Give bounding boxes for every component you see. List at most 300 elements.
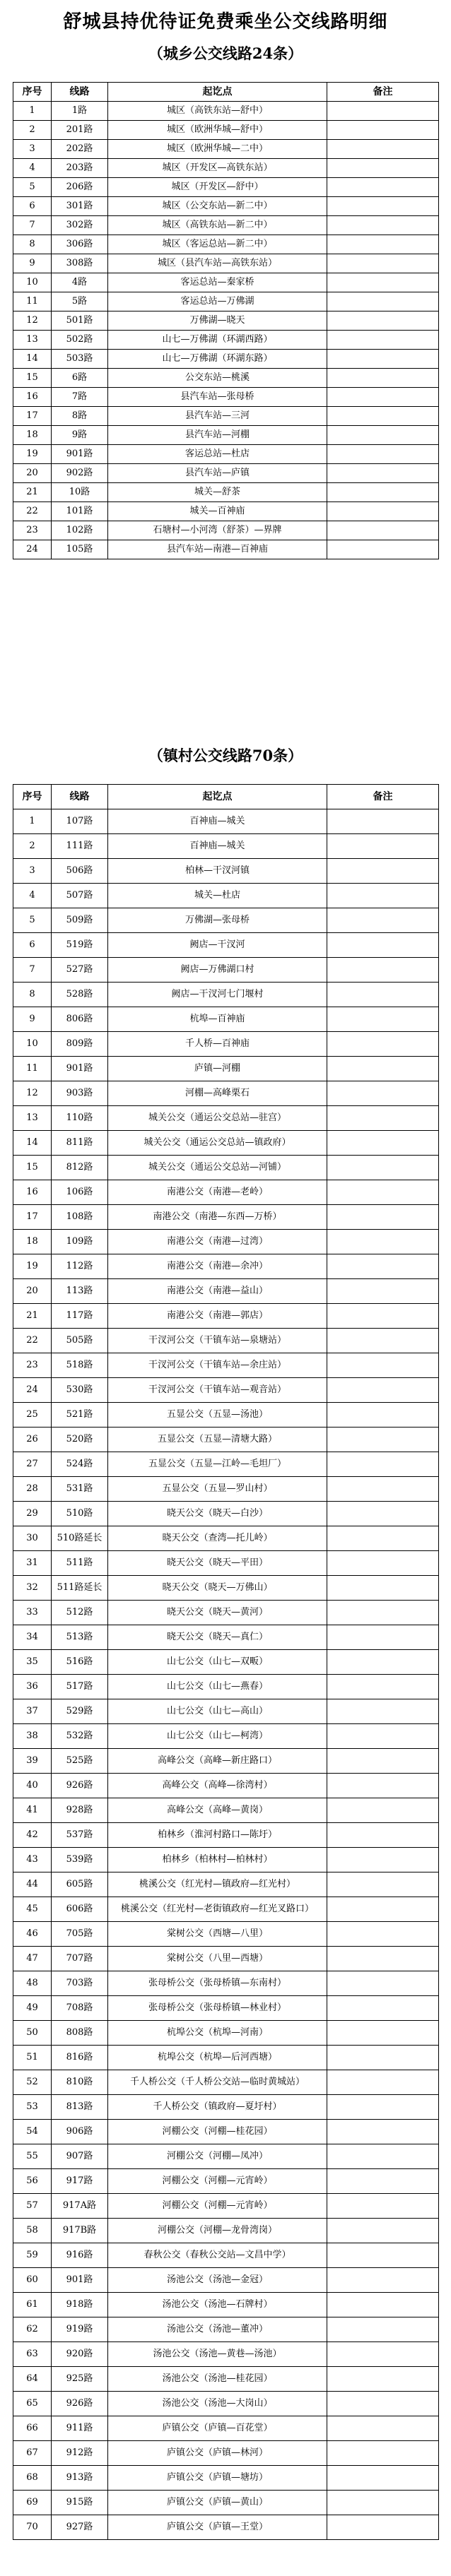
- table-row: [13, 809, 439, 834]
- table-row: [13, 254, 439, 273]
- row-route: 山七公交（山七—双畈）: [108, 1650, 327, 1675]
- row-route: 城关公交（通运公交总站—河铺）: [108, 1156, 327, 1180]
- row-route: 南港公交（南港—余冲）: [108, 1254, 327, 1279]
- row-index: 12: [13, 311, 52, 331]
- row-index: 5: [13, 178, 52, 197]
- row-line: 813路: [52, 2095, 108, 2120]
- row-line: 101路: [52, 502, 108, 521]
- row-index: 28: [13, 1477, 52, 1502]
- row-line: 911路: [52, 2416, 108, 2441]
- row-route: 河棚公交（河棚—龙骨湾岗）: [108, 2219, 327, 2243]
- row-line: 510路: [52, 1502, 108, 1526]
- row-note: [327, 1798, 439, 1823]
- row-index: 16: [13, 388, 52, 407]
- row-line: 901路: [52, 1057, 108, 1081]
- table-row: [13, 1279, 439, 1304]
- row-note: [327, 1650, 439, 1675]
- row-note: [327, 2466, 439, 2491]
- table-body: [13, 809, 439, 2540]
- table-row: [13, 1353, 439, 1378]
- header-route: 起讫点: [108, 785, 327, 809]
- row-line: 512路: [52, 1601, 108, 1625]
- row-index: 46: [13, 1922, 52, 1947]
- row-index: 8: [13, 983, 52, 1007]
- table-row: [13, 1180, 439, 1205]
- table-row: [13, 2515, 439, 2540]
- row-route: 杭埠—百神庙: [108, 1007, 327, 1032]
- row-line: 606路: [52, 1897, 108, 1922]
- row-route: 柏林乡（淮河村路口—陈圩）: [108, 1823, 327, 1848]
- table-row: [13, 1724, 439, 1749]
- row-route: 万佛湖—晓天: [108, 311, 327, 331]
- row-note: [327, 502, 439, 521]
- table-row: [13, 388, 439, 407]
- row-line: 102路: [52, 521, 108, 540]
- row-line: 928路: [52, 1798, 108, 1823]
- row-index: 30: [13, 1526, 52, 1551]
- row-route: 山七公交（山七—高山）: [108, 1699, 327, 1724]
- row-note: [327, 2416, 439, 2441]
- row-route: 汤池公交（汤池—大岗山）: [108, 2392, 327, 2416]
- row-line: 509路: [52, 908, 108, 933]
- table-row: [13, 884, 439, 908]
- row-line: 913路: [52, 2466, 108, 2491]
- row-index: 40: [13, 1774, 52, 1798]
- row-line: 308路: [52, 254, 108, 273]
- table-row: [13, 235, 439, 254]
- row-index: 43: [13, 1848, 52, 1872]
- row-line: 926路: [52, 1774, 108, 1798]
- row-note: [327, 2317, 439, 2342]
- row-route: 客运总站—秦家桥: [108, 273, 327, 292]
- row-line: 302路: [52, 216, 108, 235]
- row-index: 6: [13, 933, 52, 958]
- table-row: [13, 407, 439, 426]
- row-route: 县汽车站—三河: [108, 407, 327, 426]
- row-index: 14: [13, 1131, 52, 1156]
- row-line: 112路: [52, 1254, 108, 1279]
- row-route: 春秋公交（春秋公交站—文昌中学）: [108, 2243, 327, 2268]
- row-note: [327, 2392, 439, 2416]
- row-index: 69: [13, 2491, 52, 2515]
- row-note: [327, 521, 439, 540]
- row-note: [327, 445, 439, 464]
- row-line: 527路: [52, 958, 108, 983]
- table-row: [13, 1205, 439, 1230]
- row-line: 901路: [52, 2268, 108, 2293]
- table-row: [13, 1551, 439, 1576]
- row-index: 10: [13, 273, 52, 292]
- row-index: 39: [13, 1749, 52, 1774]
- row-route: 晓天公交（晓天—万佛山）: [108, 1576, 327, 1601]
- row-note: [327, 254, 439, 273]
- row-line: 808路: [52, 2021, 108, 2046]
- table-row: [13, 1230, 439, 1254]
- row-note: [327, 121, 439, 140]
- row-index: 3: [13, 140, 52, 159]
- row-line: 537路: [52, 1823, 108, 1848]
- table-row: [13, 2095, 439, 2120]
- table-row: [13, 121, 439, 140]
- row-route: 城区（开发区—高铁东站）: [108, 159, 327, 178]
- row-line: 306路: [52, 235, 108, 254]
- row-index: 53: [13, 2095, 52, 2120]
- row-note: [327, 1477, 439, 1502]
- row-index: 65: [13, 2392, 52, 2416]
- header-line: 线路: [52, 83, 108, 102]
- row-index: 22: [13, 1329, 52, 1353]
- row-index: 31: [13, 1551, 52, 1576]
- table-row: [13, 1774, 439, 1798]
- row-note: [327, 2293, 439, 2317]
- row-route: 千人桥公交（千人桥公交站—临时黄城站）: [108, 2070, 327, 2095]
- table-row: [13, 2491, 439, 2515]
- row-index: 21: [13, 1304, 52, 1329]
- table-row: [13, 1378, 439, 1403]
- row-note: [327, 2194, 439, 2219]
- row-index: 44: [13, 1872, 52, 1897]
- row-line: 510路延长: [52, 1526, 108, 1551]
- row-note: [327, 2243, 439, 2268]
- table-row: [13, 464, 439, 483]
- row-note: [327, 1551, 439, 1576]
- row-route: 庐镇公交（庐镇—王堂）: [108, 2515, 327, 2540]
- row-route: 棠树公交（八里—西塘）: [108, 1947, 327, 1971]
- table-row: [13, 1699, 439, 1724]
- row-route: 阙店—干汊河: [108, 933, 327, 958]
- row-line: 912路: [52, 2441, 108, 2466]
- row-line: 528路: [52, 983, 108, 1007]
- table-row: [13, 1081, 439, 1106]
- row-index: 35: [13, 1650, 52, 1675]
- table-row: [13, 1947, 439, 1971]
- row-note: [327, 273, 439, 292]
- row-line: 901路: [52, 445, 108, 464]
- row-route: 山七—万佛湖（环湖西路）: [108, 331, 327, 350]
- table-row: [13, 834, 439, 859]
- row-index: 57: [13, 2194, 52, 2219]
- header-note: 备注: [327, 785, 439, 809]
- row-index: 14: [13, 350, 52, 369]
- table-row: [13, 2046, 439, 2070]
- row-note: [327, 1131, 439, 1156]
- row-index: 58: [13, 2219, 52, 2243]
- row-route: 五显公交（五显—汤池）: [108, 1403, 327, 1428]
- row-index: 2: [13, 121, 52, 140]
- table-row: [13, 1897, 439, 1922]
- row-index: 47: [13, 1947, 52, 1971]
- row-line: 203路: [52, 159, 108, 178]
- row-index: 19: [13, 1254, 52, 1279]
- row-line: 108路: [52, 1205, 108, 1230]
- row-index: 4: [13, 159, 52, 178]
- row-line: 502路: [52, 331, 108, 350]
- row-line: 109路: [52, 1230, 108, 1254]
- table-row: [13, 2144, 439, 2169]
- table-row: [13, 273, 439, 292]
- table-row: [13, 2243, 439, 2268]
- row-index: 33: [13, 1601, 52, 1625]
- urban-rural-bus-table: [13, 82, 439, 559]
- row-route: 汤池公交（汤池—石牌村）: [108, 2293, 327, 2317]
- row-index: 7: [13, 216, 52, 235]
- row-index: 45: [13, 1897, 52, 1922]
- row-index: 49: [13, 1996, 52, 2021]
- table-row: [13, 292, 439, 311]
- row-line: 10路: [52, 483, 108, 502]
- row-index: 42: [13, 1823, 52, 1848]
- row-line: 505路: [52, 1329, 108, 1353]
- row-note: [327, 369, 439, 388]
- row-note: [327, 2342, 439, 2367]
- row-note: [327, 102, 439, 121]
- section1-subtitle: （城乡公交线路24条）: [148, 44, 303, 62]
- row-route: 杭埠公交（杭埠—河南）: [108, 2021, 327, 2046]
- row-index: 11: [13, 1057, 52, 1081]
- row-line: 524路: [52, 1452, 108, 1477]
- row-route: 千人桥—百神庙: [108, 1032, 327, 1057]
- row-route: 柏林乡（柏林村—柏林村）: [108, 1848, 327, 1872]
- row-index: 70: [13, 2515, 52, 2540]
- row-line: 202路: [52, 140, 108, 159]
- table-row: [13, 2466, 439, 2491]
- row-route: 城区（县汽车站—高铁东站）: [108, 254, 327, 273]
- table-row: [13, 1996, 439, 2021]
- row-index: 12: [13, 1081, 52, 1106]
- row-index: 21: [13, 483, 52, 502]
- row-line: 812路: [52, 1156, 108, 1180]
- row-note: [327, 1947, 439, 1971]
- table-row: [13, 540, 439, 559]
- table-row: [13, 197, 439, 216]
- row-route: 庐镇公交（庐镇—黄山）: [108, 2491, 327, 2515]
- row-note: [327, 1428, 439, 1452]
- row-route: 公交东站—桃溪: [108, 369, 327, 388]
- row-index: 29: [13, 1502, 52, 1526]
- row-index: 60: [13, 2268, 52, 2293]
- row-note: [327, 1378, 439, 1403]
- row-note: [327, 1403, 439, 1428]
- table-row: [13, 445, 439, 464]
- row-index: 48: [13, 1971, 52, 1996]
- row-note: [327, 1823, 439, 1848]
- row-index: 54: [13, 2120, 52, 2144]
- row-line: 532路: [52, 1724, 108, 1749]
- row-index: 19: [13, 445, 52, 464]
- row-line: 519路: [52, 933, 108, 958]
- row-note: [327, 1081, 439, 1106]
- row-note: [327, 2268, 439, 2293]
- row-line: 111路: [52, 834, 108, 859]
- row-note: [327, 388, 439, 407]
- row-line: 917B路: [52, 2219, 108, 2243]
- row-index: 17: [13, 407, 52, 426]
- row-route: 县汽车站—庐镇: [108, 464, 327, 483]
- table-row: [13, 502, 439, 521]
- table-row: [13, 159, 439, 178]
- header-route: 起讫点: [108, 83, 327, 102]
- row-line: 530路: [52, 1378, 108, 1403]
- row-line: 816路: [52, 2046, 108, 2070]
- row-note: [327, 407, 439, 426]
- row-index: 62: [13, 2317, 52, 2342]
- table-row: [13, 859, 439, 884]
- header-note: 备注: [327, 83, 439, 102]
- row-line: 6路: [52, 369, 108, 388]
- row-note: [327, 1329, 439, 1353]
- row-index: 32: [13, 1576, 52, 1601]
- row-note: [327, 540, 439, 559]
- row-index: 37: [13, 1699, 52, 1724]
- row-line: 113路: [52, 1279, 108, 1304]
- row-note: [327, 834, 439, 859]
- section2-subtitle: （镇村公交线路70条）: [148, 747, 303, 764]
- row-route: 干汊河公交（干镇车站—余庄站）: [108, 1353, 327, 1378]
- row-index: 11: [13, 292, 52, 311]
- row-note: [327, 311, 439, 331]
- table-row: [13, 1650, 439, 1675]
- row-note: [327, 1032, 439, 1057]
- row-line: 810路: [52, 2070, 108, 2095]
- row-line: 707路: [52, 1947, 108, 1971]
- row-route: 晓天公交（查湾—托儿岭）: [108, 1526, 327, 1551]
- row-route: 晓天公交（晓天—白沙）: [108, 1502, 327, 1526]
- row-note: [327, 1526, 439, 1551]
- row-line: 806路: [52, 1007, 108, 1032]
- row-note: [327, 2169, 439, 2194]
- table-row: [13, 1477, 439, 1502]
- row-line: 531路: [52, 1477, 108, 1502]
- row-route: 山七—万佛湖（环湖东路）: [108, 350, 327, 369]
- row-index: 10: [13, 1032, 52, 1057]
- row-line: 919路: [52, 2317, 108, 2342]
- row-note: [327, 350, 439, 369]
- row-index: 25: [13, 1403, 52, 1428]
- table-row: [13, 2293, 439, 2317]
- row-index: 27: [13, 1452, 52, 1477]
- table-row: [13, 178, 439, 197]
- row-note: [327, 1774, 439, 1798]
- row-note: [327, 1180, 439, 1205]
- row-index: 24: [13, 1378, 52, 1403]
- row-index: 55: [13, 2144, 52, 2169]
- row-note: [327, 1279, 439, 1304]
- row-route: 汤池公交（汤池—桂花园）: [108, 2367, 327, 2392]
- row-route: 城区（开发区—舒中）: [108, 178, 327, 197]
- table-row: [13, 2416, 439, 2441]
- table-row: [13, 1304, 439, 1329]
- row-line: 903路: [52, 1081, 108, 1106]
- row-note: [327, 908, 439, 933]
- row-line: 917A路: [52, 2194, 108, 2219]
- row-index: 56: [13, 2169, 52, 2194]
- row-route: 张母桥公交（张母桥镇—林业村）: [108, 1996, 327, 2021]
- document-title: 舒城县持优待证免费乘坐公交线路明细: [63, 11, 388, 32]
- row-line: 518路: [52, 1353, 108, 1378]
- row-index: 15: [13, 1156, 52, 1180]
- row-route: 桃溪公交（红光村—老街镇政府—红光叉路口）: [108, 1897, 327, 1922]
- table-row: [13, 1625, 439, 1650]
- row-note: [327, 809, 439, 834]
- row-note: [327, 2515, 439, 2540]
- row-note: [327, 178, 439, 197]
- row-route: 百神庙—城关: [108, 809, 327, 834]
- row-line: 605路: [52, 1872, 108, 1897]
- row-note: [327, 2070, 439, 2095]
- row-index: 67: [13, 2441, 52, 2466]
- row-route: 汤池公交（汤池—黄巷—汤池）: [108, 2342, 327, 2367]
- row-index: 18: [13, 426, 52, 445]
- row-note: [327, 1724, 439, 1749]
- row-route: 晓天公交（晓天—真仁）: [108, 1625, 327, 1650]
- row-route: 城关公交（通运公交总站—驻宫）: [108, 1106, 327, 1131]
- row-line: 501路: [52, 311, 108, 331]
- row-route: 县汽车站—河棚: [108, 426, 327, 445]
- table-body: [13, 102, 439, 559]
- row-note: [327, 235, 439, 254]
- row-line: 517路: [52, 1675, 108, 1699]
- header-index: 序号: [13, 785, 52, 809]
- row-line: 301路: [52, 197, 108, 216]
- table-row: [13, 216, 439, 235]
- row-index: 9: [13, 254, 52, 273]
- row-note: [327, 483, 439, 502]
- table-row: [13, 1971, 439, 1996]
- row-index: 13: [13, 1106, 52, 1131]
- row-line: 7路: [52, 388, 108, 407]
- row-route: 山七公交（山七—柯湾）: [108, 1724, 327, 1749]
- row-note: [327, 859, 439, 884]
- row-line: 4路: [52, 273, 108, 292]
- row-line: 927路: [52, 2515, 108, 2540]
- table-row: [13, 1502, 439, 1526]
- row-index: 13: [13, 331, 52, 350]
- row-index: 41: [13, 1798, 52, 1823]
- header-line: 线路: [52, 785, 108, 809]
- table-row: [13, 2021, 439, 2046]
- table-row: [13, 1131, 439, 1156]
- row-route: 南港公交（南港—益山）: [108, 1279, 327, 1304]
- row-line: 117路: [52, 1304, 108, 1329]
- row-line: 703路: [52, 1971, 108, 1996]
- row-route: 万佛湖—张母桥: [108, 908, 327, 933]
- row-route: 河棚公交（河棚—元宵岭）: [108, 2194, 327, 2219]
- row-line: 516路: [52, 1650, 108, 1675]
- table-row: [13, 1254, 439, 1279]
- row-route: 千人桥公交（镇政府—夏圩村）: [108, 2095, 327, 2120]
- table-row: [13, 1526, 439, 1551]
- row-index: 3: [13, 859, 52, 884]
- row-line: 521路: [52, 1403, 108, 1428]
- row-note: [327, 1601, 439, 1625]
- row-line: 918路: [52, 2293, 108, 2317]
- table-row: [13, 102, 439, 121]
- row-route: 杭埠公交（杭埠—后河西塘）: [108, 2046, 327, 2070]
- row-note: [327, 216, 439, 235]
- table-row: [13, 521, 439, 540]
- row-note: [327, 2144, 439, 2169]
- row-note: [327, 2046, 439, 2070]
- row-index: 34: [13, 1625, 52, 1650]
- row-line: 906路: [52, 2120, 108, 2144]
- row-route: 汤池公交（汤池—金冠）: [108, 2268, 327, 2293]
- row-route: 南港公交（南港—过湾）: [108, 1230, 327, 1254]
- row-note: [327, 1502, 439, 1526]
- row-note: [327, 1007, 439, 1032]
- row-line: 503路: [52, 350, 108, 369]
- row-note: [327, 958, 439, 983]
- row-route: 石塘村—小河湾（舒茶）—界牌: [108, 521, 327, 540]
